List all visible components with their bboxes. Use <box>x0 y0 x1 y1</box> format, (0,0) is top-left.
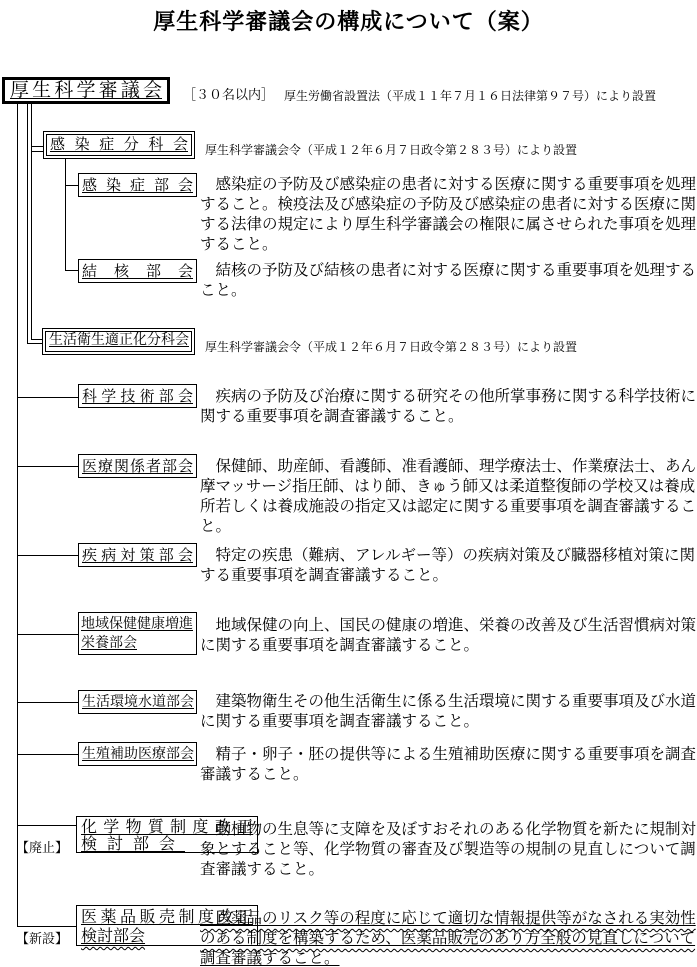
community-health-nutrition-committee-label-line1: 地域保健健康増進 <box>81 616 193 632</box>
connector-line <box>31 339 42 340</box>
infection-committee-label: 感染症部会 <box>82 176 193 194</box>
medical-personnel-committee-desc: 保健師、助産師、看護師、准看護師、理学療法士、作業療法士、あん摩マッサージ指圧師、はり師、きゅう師又は柔道整復師の学校又は養成所若しくは養成施設の指定又は認定に関する重要事項を調査審議すること。 <box>200 457 697 535</box>
assisted-reproduction-committee-desc: 精子・卵子・胚の提供等による生殖補助医療に関する重要事項を調査審議すること。 <box>200 745 697 783</box>
root-council-box <box>2 77 170 104</box>
environmental-health-division-law-note: 厚生科学審議会令（平成１２年６月７日政令第２８３号）により設置 <box>205 340 578 354</box>
environmental-health-division-box <box>42 328 195 355</box>
connector-line <box>17 555 78 556</box>
assisted-reproduction-committee-box <box>78 742 197 766</box>
disease-control-committee-label: 疾病対策部会 <box>82 546 193 564</box>
root-council-label: 厚生科学審議会 <box>10 79 162 101</box>
tuberculosis-committee-box <box>78 259 197 283</box>
newly-established-marker: 【新設】 <box>16 932 69 947</box>
infection-division-law-note: 厚生科学審議会令（平成１２年６月７日政令第２８３号）により設置 <box>205 143 578 157</box>
disease-control-committee-desc: 特定の疾患（難病、アレルギー等）の疾病対策及び臓器移植対策に関する重要事項を調査審議すること。 <box>200 546 695 584</box>
science-technology-committee-desc: 疾病の予防及び治療に関する研究その他所掌事務に関する科学技術に関する重要事項を調査審議すること。 <box>200 387 697 425</box>
abolished-marker: 【廃止】 <box>16 841 69 856</box>
connector-line <box>17 466 78 467</box>
chemical-substance-reform-committee-desc: 動植物の生息等に支障を及ぼすおそれのある化学物質を新たに規制対象とすること等、化学物質の審査及び製造等の規制の見直しについて調査審議すること。 <box>200 820 697 878</box>
medical-personnel-committee-label: 医療関係者部会 <box>82 457 193 475</box>
pharmaceutical-sales-reform-committee-desc: 医薬品のリスク等の程度に応じて適切な情報提供等がなされる実効性のある制度を構築するため、医薬品販売のあり方全般の見直しについて調査審議すること。 <box>200 909 696 967</box>
living-environment-water-committee-box <box>78 690 197 714</box>
document-title: 厚生科学審議会の構成について（案） <box>153 10 544 35</box>
infection-committee-desc: 感染症の予防及び感染症の患者に対する医療に関する重要事項を処理すること。検疫法及び感染症の予防及び感染症の患者に対する医療に関する法律の規定により厚生科学審議会の権限に属させられた事項を処理すること。 <box>200 175 697 253</box>
connector-line <box>17 754 78 755</box>
environmental-health-division-label: 生活衛生適正化分科会 <box>49 332 189 348</box>
infection-division-label: 感染症分科会 <box>50 135 188 153</box>
connector-line <box>27 343 42 344</box>
connector-line <box>65 270 78 271</box>
pharmaceutical-sales-reform-committee-label-line2: 検討部会 <box>81 926 146 945</box>
tuberculosis-committee-desc: 結核の予防及び結核の患者に対する医療に関する重要事項を処理すること。 <box>200 261 697 299</box>
chemical-substance-reform-committee-label-line2: 検討部会 <box>81 834 186 853</box>
infection-branch-line <box>65 158 66 271</box>
medical-personnel-committee-box <box>78 454 197 478</box>
division-double-line-inner <box>31 103 32 340</box>
living-environment-water-committee-desc: 建築物衛生その他生活衛生に係る生活環境に関する重要事項及び水道に関する重要事項を調査審議すること。 <box>200 692 697 730</box>
connector-line <box>17 702 78 703</box>
member-limit-note: ［３０名以内］ <box>183 88 275 103</box>
science-technology-committee-box <box>78 384 197 408</box>
trunk-line <box>17 103 18 927</box>
community-health-nutrition-committee-label-line2: 栄養部会 <box>81 635 137 651</box>
chemical-substance-reform-committee-label-line1: 化学物質制度改正 <box>81 818 253 835</box>
connector-line <box>17 634 78 635</box>
community-health-nutrition-committee-box <box>78 612 197 655</box>
disease-control-committee-box <box>78 543 197 567</box>
connector-line <box>17 397 78 398</box>
connector-line <box>17 825 76 826</box>
division-double-line-outer <box>27 103 28 344</box>
connector-line <box>17 926 76 927</box>
tuberculosis-committee-label: 結核部会 <box>82 262 193 280</box>
pharmaceutical-sales-reform-committee-label-line1: 医薬品販売制度改正 <box>81 907 253 926</box>
connector-line <box>65 185 78 186</box>
assisted-reproduction-committee-label: 生殖補助医療部会 <box>82 746 194 762</box>
infection-committee-box <box>78 173 197 197</box>
infection-division-box <box>43 131 195 159</box>
connector-line <box>31 151 43 152</box>
living-environment-water-committee-label: 生活環境水道部会 <box>82 694 194 710</box>
science-technology-committee-label: 科学技術部会 <box>82 387 193 405</box>
root-law-note: 厚生労働省設置法（平成１１年７月１６日法律第９７号）により設置 <box>284 89 657 103</box>
connector-line <box>31 146 43 147</box>
community-health-nutrition-committee-desc: 地域保健の向上、国民の健康の増進、栄養の改善及び生活習慣病対策に関する重要事項を調査審議すること。 <box>200 616 697 654</box>
